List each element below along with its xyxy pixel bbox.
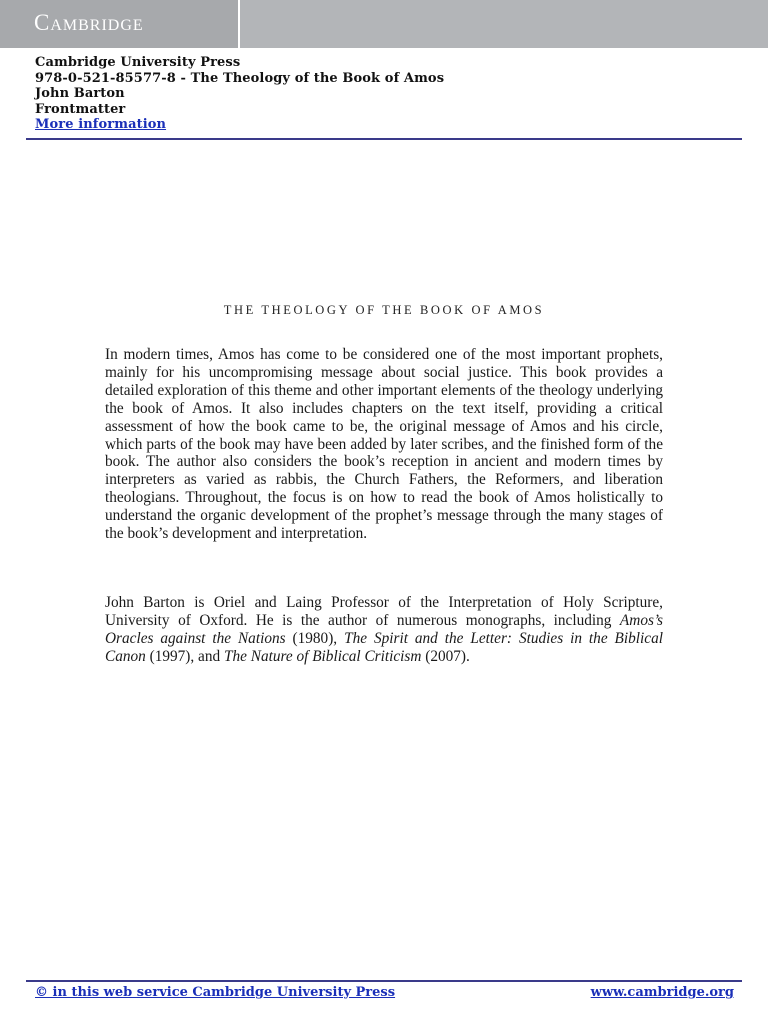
book-description: In modern times, Amos has come to be considered one of the most important prophets, mainly for his uncompromising message about social justice. This book provides a detailed exploration of this theme and other important elements of the theology underlying the book of Amos. It also includes chapters on the text itself, providing a critical assessment of how the book came to be, the original message of Amos and his circle, which parts of the book may have been added by later scribes, and the finished form of the book. The author also considers the book’s reception in ancient and modern times by interpreters as varied as rabbis, the Church Fathers, the Reformers, and liberation theologians. Throughout, the focus is on how to read the book of Amos holistically to understand the organic development of the prophet’s message through the many stages of the book’s development and interpretation. xyxy=(105,346,663,543)
top-divider xyxy=(26,138,742,140)
copyright-link[interactable]: © in this web service Cambridge University Press xyxy=(35,985,396,1000)
logo-text: Cambridge xyxy=(34,10,144,35)
bio-text: (2007). xyxy=(421,647,470,665)
bio-work-title: Amos’s Oracles against the Nations xyxy=(105,611,663,647)
author-bio xyxy=(105,594,663,666)
header-banner xyxy=(0,0,768,48)
bio-text: (1997), and xyxy=(145,647,224,665)
isbn-title: 978-0-521-85577-8 - The Theology of the Book of Amos xyxy=(35,70,445,86)
publisher-name: Cambridge University Press xyxy=(35,55,241,70)
author-name: John Barton xyxy=(35,86,125,101)
cambridge-logo xyxy=(0,0,240,48)
more-information-link[interactable]: More information xyxy=(35,117,167,132)
book-title: THE THEOLOGY OF THE BOOK OF AMOS xyxy=(223,303,545,317)
bio-work-title: The Nature of Biblical Criticism xyxy=(223,647,422,665)
section-name: Frontmatter xyxy=(35,101,126,117)
website-link[interactable]: www.cambridge.org xyxy=(590,985,734,1000)
book-metadata xyxy=(35,55,444,133)
bio-work-title: The Spirit and the Letter: Studies in the Biblical Canon xyxy=(105,629,663,665)
bottom-divider xyxy=(26,980,742,982)
bio-text: John Barton is Oriel and Laing Professor of the Interpretation of Holy Scripture, University of Oxford. He is the author of numerous monographs, including xyxy=(105,594,663,629)
bio-text: (1980), xyxy=(285,629,345,647)
